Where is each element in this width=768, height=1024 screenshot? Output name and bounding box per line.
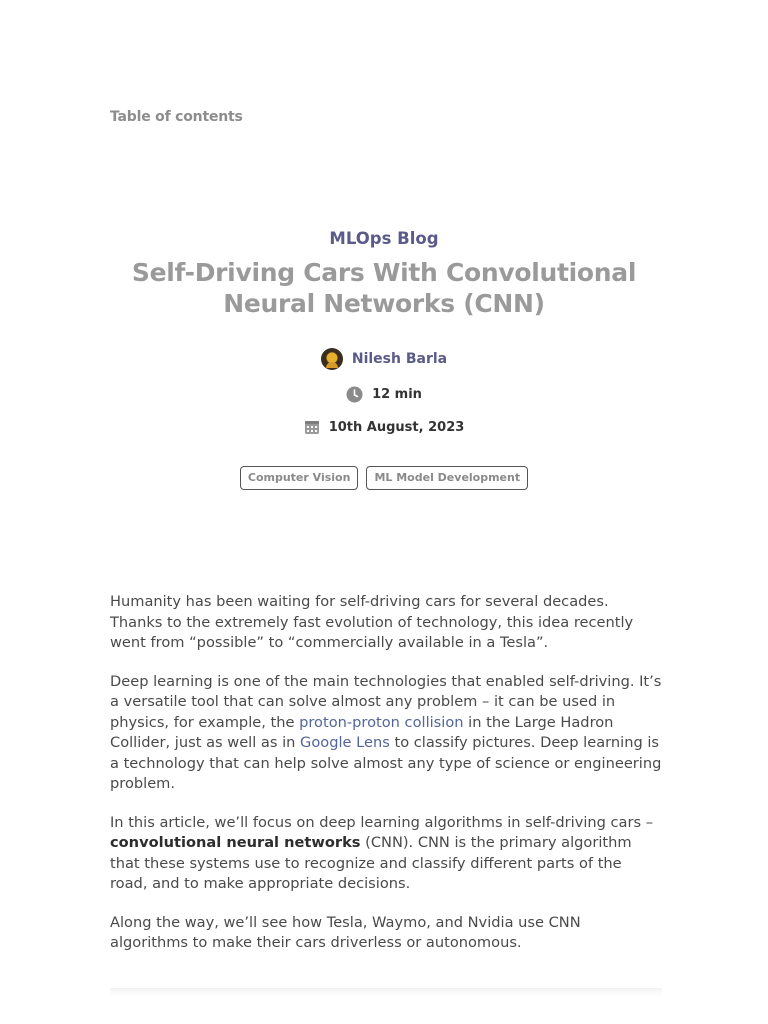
tag-ml-model-development[interactable]: ML Model Development <box>366 466 528 490</box>
paragraph-text: to classify pictures. Deep learning is a technology that can help solve almost any type of science or engineering problem. <box>110 734 662 792</box>
google-lens-link[interactable]: Google Lens <box>300 734 390 751</box>
tag-computer-vision[interactable]: Computer Vision <box>240 466 359 490</box>
publish-date <box>0 419 768 435</box>
content-divider <box>110 988 662 997</box>
paragraph <box>110 813 662 895</box>
paragraph: Along the way, we’ll see how Tesla, Waymo, and Nvidia use CNN algorithms to make their cars driverless or autonomous. <box>110 913 581 951</box>
article-body <box>110 592 662 972</box>
paragraph-text: in the Large Hadron Collider, just as well as in <box>110 713 614 751</box>
paragraph: Humanity has been waiting for self-driving cars for several decades. Thanks to the extremely fast evolution of technology, this idea recently went from “possible” to “commercially available in a Tesla”. <box>110 593 634 651</box>
paragraph <box>110 672 662 795</box>
blog-category-link[interactable]: MLOps Blog <box>329 229 439 248</box>
article-title: Self-Driving Cars With Convolutional Neural Networks (CNN) <box>131 258 637 318</box>
read-time <box>0 386 768 403</box>
paragraph-text: (CNN). CNN is the primary algorithm that these systems use to recognize and classify different parts of the road, and to make appropriate decisions. <box>110 834 632 892</box>
clock-icon <box>346 386 363 403</box>
read-time-label: 12 min <box>372 387 422 402</box>
author-name[interactable]: Nilesh Barla <box>351 351 448 367</box>
proton-collision-link[interactable]: proton-proton collision <box>299 713 464 731</box>
avatar[interactable] <box>321 348 343 370</box>
publish-date-label: 10th August, 2023 <box>328 419 465 435</box>
paragraph-text: In this article, we’ll focus on deep learning algorithms in self-driving cars – <box>110 813 654 831</box>
calendar-icon <box>304 419 320 435</box>
tag-list <box>0 466 768 490</box>
table-of-contents-toggle[interactable]: Table of contents <box>110 109 243 125</box>
bold-term: convolutional neural networks <box>110 834 361 851</box>
paragraph-text: Deep learning is one of the main technologies that enabled self-driving. It’s a versatile tool that can solve almost any problem – it can be used in physics, for example, the <box>110 672 662 731</box>
author-byline[interactable] <box>0 348 768 370</box>
